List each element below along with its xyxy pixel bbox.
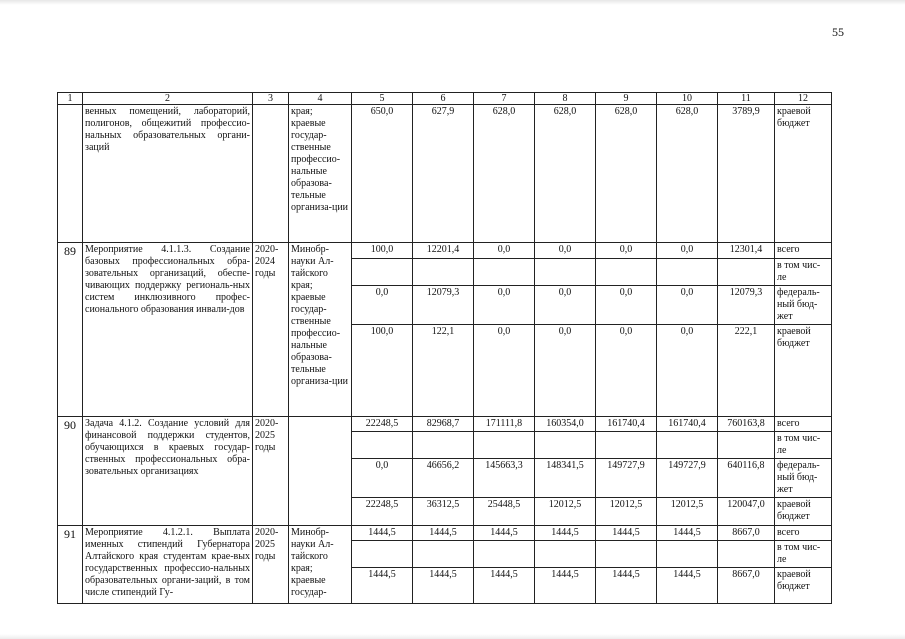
column-header: 3 — [253, 93, 289, 105]
amount-cell — [596, 541, 657, 568]
column-header: 9 — [596, 93, 657, 105]
amount-cell: 1444,5 — [657, 568, 718, 604]
funding-source-cell: в том чис-ле — [775, 432, 832, 459]
funding-source-cell: краевой бюджет — [775, 498, 832, 526]
amount-cell: 0,0 — [596, 243, 657, 259]
column-header: 12 — [775, 93, 832, 105]
column-number-row — [58, 93, 832, 105]
total-cell: 8667,0 — [718, 526, 775, 541]
period-cell: 2020-2025 годы — [253, 526, 289, 604]
funding-source-cell: всего — [775, 417, 832, 432]
amount-cell: 0,0 — [474, 243, 535, 259]
amount-cell: 627,9 — [413, 105, 474, 243]
activity-description: Мероприятие 4.1.1.3. Создание базовых профессиональных обра-зовательных организаций, обеспе-чивающих поддержку региональ-ных систем инклюзивного профес-сионального образования инвали-дов — [83, 243, 253, 417]
amount-cell: 1444,5 — [596, 526, 657, 541]
amount-cell — [657, 541, 718, 568]
total-cell: 120047,0 — [718, 498, 775, 526]
amount-cell — [596, 432, 657, 459]
scan-bottom-edge — [0, 634, 905, 639]
funding-source-cell: федераль-ный бюд-жет — [775, 459, 832, 498]
total-cell: 760163,8 — [718, 417, 775, 432]
amount-cell: 100,0 — [352, 325, 413, 417]
amount-cell: 0,0 — [352, 286, 413, 325]
amount-cell: 1444,5 — [474, 568, 535, 604]
column-header: 5 — [352, 93, 413, 105]
table-row-91 — [58, 526, 832, 541]
amount-cell: 1444,5 — [596, 568, 657, 604]
total-cell: 222,1 — [718, 325, 775, 417]
amount-cell: 650,0 — [352, 105, 413, 243]
total-cell — [718, 259, 775, 286]
amount-cell: 149727,9 — [596, 459, 657, 498]
funding-source-cell: федераль-ный бюд-жет — [775, 286, 832, 325]
amount-cell: 12012,5 — [596, 498, 657, 526]
funding-source-cell: в том чис-ле — [775, 259, 832, 286]
activity-description: венных помещений, лабораторий, полигонов, общежитий профессио-нальных образовательных органи-заций — [83, 105, 253, 243]
table-row-89 — [58, 243, 832, 259]
column-header: 10 — [657, 93, 718, 105]
amount-cell — [535, 259, 596, 286]
amount-cell: 161740,4 — [657, 417, 718, 432]
amount-cell — [535, 432, 596, 459]
amount-cell — [657, 432, 718, 459]
amount-cell: 628,0 — [535, 105, 596, 243]
column-header: 11 — [718, 93, 775, 105]
amount-cell — [474, 259, 535, 286]
column-header: 7 — [474, 93, 535, 105]
amount-cell: 0,0 — [535, 243, 596, 259]
row-number-cell: 89 — [58, 243, 83, 417]
row-number-cell: 91 — [58, 526, 83, 604]
column-header: 2 — [83, 93, 253, 105]
amount-cell: 12201,4 — [413, 243, 474, 259]
amount-cell: 0,0 — [657, 325, 718, 417]
program-budget-table — [57, 92, 832, 604]
amount-cell — [352, 259, 413, 286]
amount-cell: 1444,5 — [474, 526, 535, 541]
total-cell: 12301,4 — [718, 243, 775, 259]
amount-cell — [474, 432, 535, 459]
amount-cell — [413, 541, 474, 568]
amount-cell: 100,0 — [352, 243, 413, 259]
amount-cell: 160354,0 — [535, 417, 596, 432]
amount-cell: 145663,3 — [474, 459, 535, 498]
amount-cell: 628,0 — [596, 105, 657, 243]
amount-cell: 628,0 — [657, 105, 718, 243]
amount-cell: 1444,5 — [535, 568, 596, 604]
amount-cell: 1444,5 — [535, 526, 596, 541]
amount-cell — [474, 541, 535, 568]
period-cell: 2020-2024 годы — [253, 243, 289, 417]
row-number-cell: 90 — [58, 417, 83, 526]
amount-cell: 12012,5 — [535, 498, 596, 526]
amount-cell — [352, 541, 413, 568]
executor-cell: края; краевые государ-ственные профессио-нальные образова-тельные организа-ции — [289, 105, 352, 243]
page-number: 55 — [832, 25, 844, 39]
column-header: 4 — [289, 93, 352, 105]
amount-cell: 0,0 — [596, 325, 657, 417]
amount-cell: 12079,3 — [413, 286, 474, 325]
period-cell — [253, 105, 289, 243]
amount-cell: 12012,5 — [657, 498, 718, 526]
amount-cell: 1444,5 — [352, 568, 413, 604]
scan-top-edge — [0, 0, 905, 5]
amount-cell: 46656,2 — [413, 459, 474, 498]
amount-cell: 22248,5 — [352, 498, 413, 526]
amount-cell: 628,0 — [474, 105, 535, 243]
amount-cell: 82968,7 — [413, 417, 474, 432]
funding-source-cell: всего — [775, 243, 832, 259]
funding-source-cell: всего — [775, 526, 832, 541]
amount-cell: 171111,8 — [474, 417, 535, 432]
amount-cell: 1444,5 — [413, 526, 474, 541]
total-cell: 3789,9 — [718, 105, 775, 243]
amount-cell: 161740,4 — [596, 417, 657, 432]
row-number-cell — [58, 105, 83, 243]
column-header: 6 — [413, 93, 474, 105]
amount-cell: 0,0 — [474, 325, 535, 417]
amount-cell: 0,0 — [657, 243, 718, 259]
amount-cell: 148341,5 — [535, 459, 596, 498]
amount-cell — [657, 259, 718, 286]
amount-cell: 0,0 — [474, 286, 535, 325]
table-row-90 — [58, 417, 832, 432]
amount-cell: 0,0 — [657, 286, 718, 325]
amount-cell: 0,0 — [535, 325, 596, 417]
activity-description: Мероприятие 4.1.2.1. Выплата именных стипендий Губернатора Алтайского края студентам крае-вых государственных профессио-нальных образовательных органи-заций, в том числе стипендий Гу- — [83, 526, 253, 604]
amount-cell: 1444,5 — [413, 568, 474, 604]
amount-cell — [596, 259, 657, 286]
funding-source-cell: в том чис-ле — [775, 541, 832, 568]
funding-source-cell: краевой бюджет — [775, 105, 832, 243]
amount-cell: 149727,9 — [657, 459, 718, 498]
executor-cell: Минобр-науки Ал-тайского края; краевые государ-ственные профессио-нальные образова-тельные организа-ции — [289, 243, 352, 417]
amount-cell: 1444,5 — [657, 526, 718, 541]
amount-cell: 0,0 — [596, 286, 657, 325]
amount-cell: 22248,5 — [352, 417, 413, 432]
funding-source-cell: краевой бюджет — [775, 325, 832, 417]
total-cell: 640116,8 — [718, 459, 775, 498]
total-cell — [718, 432, 775, 459]
period-cell: 2020-2025 годы — [253, 417, 289, 526]
total-cell: 8667,0 — [718, 568, 775, 604]
total-cell — [718, 541, 775, 568]
amount-cell: 0,0 — [535, 286, 596, 325]
amount-cell: 122,1 — [413, 325, 474, 417]
amount-cell — [352, 432, 413, 459]
executor-cell — [289, 417, 352, 526]
amount-cell: 0,0 — [352, 459, 413, 498]
total-cell: 12079,3 — [718, 286, 775, 325]
amount-cell: 25448,5 — [474, 498, 535, 526]
column-header: 1 — [58, 93, 83, 105]
amount-cell — [413, 432, 474, 459]
amount-cell — [413, 259, 474, 286]
amount-cell — [535, 541, 596, 568]
task-description: Задача 4.1.2. Создание условий для финансовой поддержки студентов, обучающихся в краевых государ-ственных профессиональных обра-зовательных организациях — [83, 417, 253, 526]
table-row-continuation — [58, 105, 832, 243]
amount-cell: 36312,5 — [413, 498, 474, 526]
amount-cell: 1444,5 — [352, 526, 413, 541]
funding-source-cell: краевой бюджет — [775, 568, 832, 604]
column-header: 8 — [535, 93, 596, 105]
executor-cell: Минобр-науки Ал-тайского края; краевые государ- — [289, 526, 352, 604]
